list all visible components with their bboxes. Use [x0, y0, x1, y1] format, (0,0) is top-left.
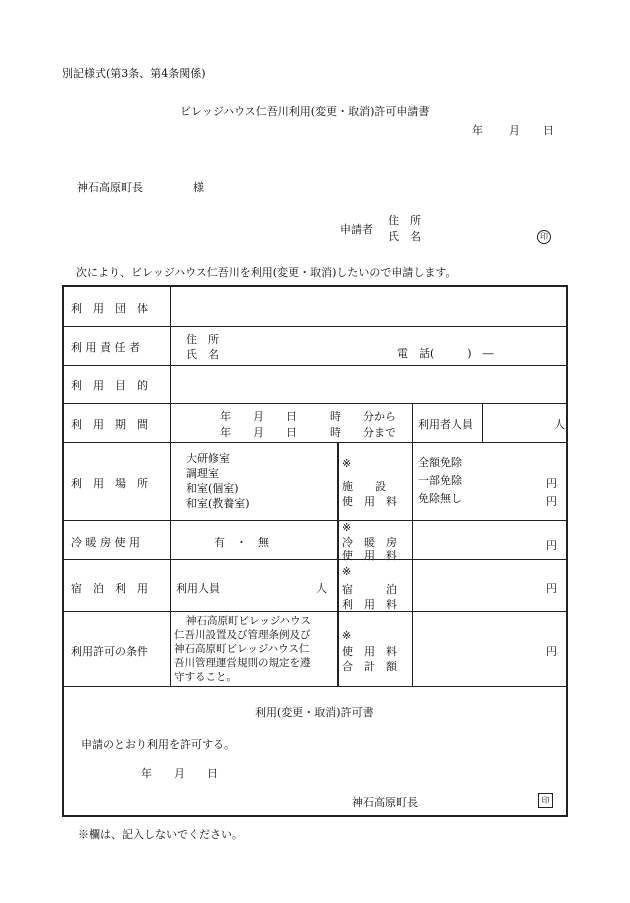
- period-from: 年 月 日 時 分から: [220, 410, 396, 423]
- responsible-address: 住 所: [186, 333, 219, 346]
- exemption-item: 一部免除: [418, 474, 462, 487]
- yen-stay: 円: [546, 582, 557, 595]
- label-period: 利 用 期 間: [71, 418, 148, 431]
- conditions-line: 吾川管理運営規則の規定を遵: [174, 657, 311, 669]
- applicant-name-label: 氏 名: [388, 230, 421, 243]
- document-title: ビレッジハウス仁吾川利用(変更・取消)許可申請書: [180, 105, 430, 118]
- application-form-table: [62, 285, 568, 817]
- place-item: 和室(個室): [186, 482, 239, 495]
- exemption-item: 免除無し: [418, 492, 462, 505]
- total-fee-label-2: 合 計 額: [342, 660, 397, 673]
- date-year: 年: [472, 124, 483, 137]
- exemption-list: [418, 455, 462, 506]
- place-item: 和室(教養室): [186, 497, 250, 510]
- label-conditions: 利用許可の条件: [71, 645, 148, 658]
- yen-none: 円: [546, 495, 557, 508]
- stay-fee-label-1: 宿 泊: [342, 583, 397, 596]
- conditions-line: 神石高原町ビレッジハウス仁: [174, 643, 310, 655]
- mark-stay: ※: [342, 565, 352, 578]
- label-group: 利 用 団 体: [71, 302, 148, 315]
- ac-value: 有 ・ 無: [214, 536, 269, 549]
- stay-value: 利用人員: [176, 582, 220, 595]
- intro-text: 次により、ビレッジハウス仁吾川を利用(変更・取消)したいので申請します。: [76, 266, 457, 279]
- label-stay: 宿 泊 利 用: [71, 582, 148, 595]
- facility-fee-label-2: 使 用 料: [342, 495, 397, 508]
- date-month: 月: [509, 124, 520, 137]
- stay-unit: 人: [316, 582, 327, 595]
- users-unit: 人: [554, 418, 565, 431]
- applicant-label: 申請者: [340, 223, 373, 236]
- addressee: 神石高原町長: [77, 181, 143, 194]
- permit-date: 年 月 日: [141, 767, 218, 780]
- permit-text: 申請のとおり利用を許可する。: [81, 738, 235, 751]
- honorific: 様: [193, 181, 204, 194]
- permit-issuer: 神石高原町長: [352, 796, 418, 809]
- phone-field: 電 話( ) ―: [397, 347, 494, 360]
- footnote: ※欄は、記入しないでください。: [78, 828, 243, 841]
- mark-facility: ※: [342, 457, 352, 470]
- permit-title: 利用(変更・取消)許可書: [255, 706, 374, 719]
- applicant-address-label: 住 所: [388, 214, 421, 227]
- period-to: 年 月 日 時 分まで: [220, 426, 396, 439]
- yen-total: 円: [546, 645, 557, 658]
- date-day: 日: [543, 124, 554, 137]
- conditions-line: 守すること。: [174, 671, 237, 683]
- form-reference: 別記様式(第3条、第4条関係): [62, 67, 206, 80]
- ac-fee-label-2: 使 用 料: [342, 549, 397, 562]
- stay-fee-label-2: 利 用 料: [342, 598, 397, 611]
- responsible-name: 氏 名: [186, 348, 219, 361]
- yen-partial: 円: [546, 477, 557, 490]
- facility-fee-label-1: 施 設: [342, 480, 386, 493]
- exemption-item: 全額免除: [418, 456, 462, 469]
- label-ac: 冷 暖 房 使 用: [71, 536, 140, 549]
- yen-ac: 円: [546, 539, 557, 552]
- total-fee-label-1: 使 用 料: [342, 645, 397, 658]
- place-item: 大研修室: [186, 452, 230, 465]
- applicant-seal: 印: [537, 229, 551, 244]
- mark-total: ※: [342, 629, 352, 642]
- label-place: 利 用 場 所: [71, 477, 148, 490]
- conditions-text: [174, 614, 311, 684]
- ac-fee-label-1: 冷 暖 房: [342, 536, 397, 549]
- conditions-line: 神石高原町ビレッジハウス: [186, 615, 311, 627]
- label-users: 利用者人員: [418, 418, 473, 431]
- conditions-line: 仁吾川設置及び管理条例及び: [174, 629, 311, 641]
- place-list: [186, 451, 250, 511]
- label-responsible: 利 用 責 任 者: [71, 341, 140, 354]
- permit-seal: 印: [538, 793, 553, 808]
- label-purpose: 利 用 目 的: [71, 379, 148, 392]
- place-item: 調理室: [186, 467, 219, 480]
- mark-ac: ※: [342, 521, 352, 534]
